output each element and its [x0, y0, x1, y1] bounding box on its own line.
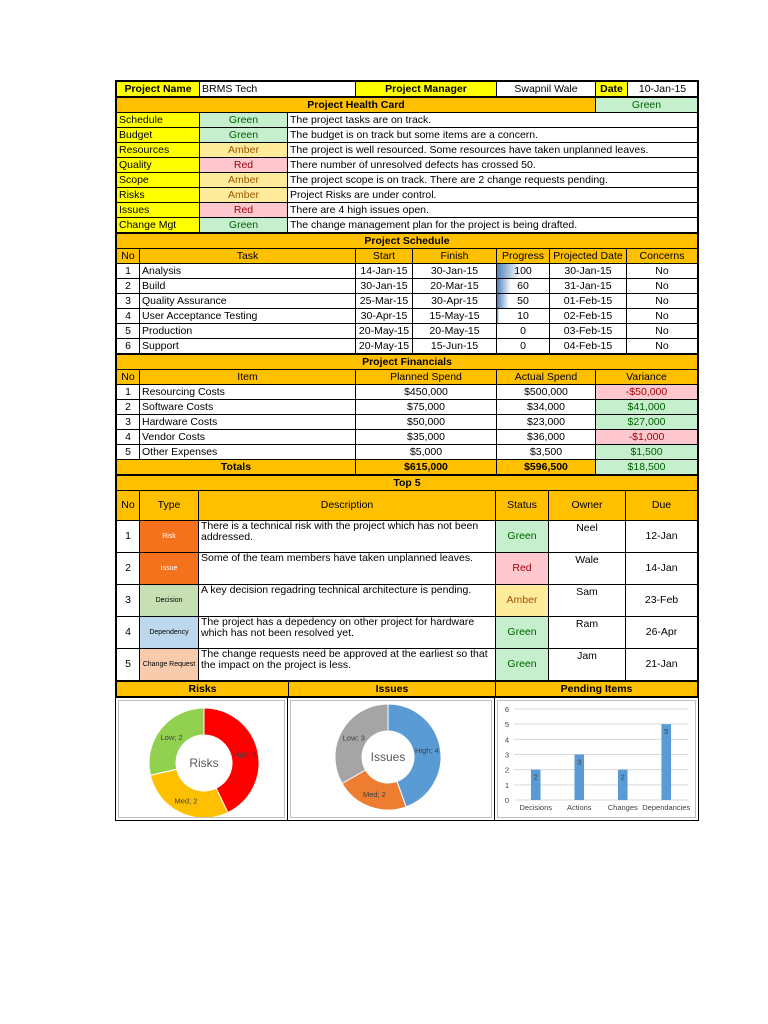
schedule-row [117, 279, 698, 294]
donut-center-title: Risks [189, 756, 219, 770]
column-header: No [117, 370, 140, 385]
health-status: Green [200, 128, 288, 143]
health-note: The project scope is on track. There are 2 change requests pending. [288, 173, 698, 188]
donut-center-title: Issues [370, 750, 406, 764]
top5-row [117, 521, 698, 553]
top5-no: 1 [117, 521, 140, 553]
task-projected-date: 03-Feb-15 [550, 324, 627, 339]
column-header: Type [140, 491, 199, 521]
column-header: No [117, 491, 140, 521]
top5-status: Red [496, 553, 549, 585]
top5-status: Green [496, 521, 549, 553]
task-start: 25-Mar-15 [356, 294, 413, 309]
risks-chart-header: Risks [117, 682, 289, 697]
task-projected-date: 01-Feb-15 [550, 294, 627, 309]
task-concerns: No [627, 294, 698, 309]
health-status: Amber [200, 173, 288, 188]
x-tick-label: Decisions [519, 803, 553, 812]
financial-item: Vendor Costs [140, 430, 356, 445]
task-start: 14-Jan-15 [356, 264, 413, 279]
health-row [117, 173, 698, 188]
schedule-row [117, 309, 698, 324]
task-concerns: No [627, 324, 698, 339]
health-row [117, 188, 698, 203]
task-no: 3 [117, 294, 140, 309]
column-header: Owner [549, 491, 626, 521]
top5-no: 3 [117, 585, 140, 617]
column-header: No [117, 249, 140, 264]
y-tick-label: 5 [504, 720, 509, 730]
column-header: Concerns [627, 249, 698, 264]
schedule-row [117, 324, 698, 339]
column-header: Due [626, 491, 698, 521]
planned-spend: $50,000 [356, 415, 497, 430]
slice-label: High; 4 [415, 746, 439, 756]
variance: $27,000 [596, 415, 698, 430]
financial-no: 5 [117, 445, 140, 460]
health-area: Schedule [117, 113, 200, 128]
y-tick-label: 6 [504, 705, 509, 714]
task-concerns: No [627, 309, 698, 324]
top5-description: The change requests need be approved at the earliest so that the impact on the project is less. [199, 649, 496, 681]
progress-value: 0 [520, 324, 526, 337]
task-no: 4 [117, 309, 140, 324]
column-header: Start [356, 249, 413, 264]
column-header: Finish [413, 249, 497, 264]
task-finish: 20-Mar-15 [413, 279, 497, 294]
project-header-table [116, 81, 698, 97]
health-note: The project tasks are on track. [288, 113, 698, 128]
bar-value-label: 2 [533, 772, 538, 782]
x-tick-label: Actions [566, 803, 592, 812]
task-start: 20-May-15 [356, 324, 413, 339]
health-overall-status: Green [596, 98, 698, 113]
health-note: There are 4 high issues open. [288, 203, 698, 218]
health-row [117, 143, 698, 158]
column-header: Progress [497, 249, 550, 264]
planned-spend: $450,000 [356, 385, 497, 400]
top5-table [116, 475, 698, 681]
health-status: Red [200, 158, 288, 173]
y-tick-label: 3 [504, 750, 509, 760]
task-progress [497, 324, 550, 339]
schedule-table [116, 233, 698, 354]
financial-row [117, 445, 698, 460]
financial-no: 1 [117, 385, 140, 400]
column-header: Description [199, 491, 496, 521]
y-tick-label: 0 [504, 796, 509, 805]
financial-row [117, 415, 698, 430]
actual-spend: $36,000 [497, 430, 596, 445]
variance: -$50,000 [596, 385, 698, 400]
actual-spend: $500,000 [497, 385, 596, 400]
health-status: Amber [200, 143, 288, 158]
risks-donut-chart [119, 701, 285, 817]
totals-actual: $596,500 [497, 460, 596, 475]
slice-label: Low; 3 [342, 733, 365, 743]
top5-due: 23-Feb [626, 585, 698, 617]
actual-spend: $34,000 [497, 400, 596, 415]
task-start: 30-Jan-15 [356, 279, 413, 294]
top5-no: 5 [117, 649, 140, 681]
top5-due: 14-Jan [626, 553, 698, 585]
column-header: Item [140, 370, 356, 385]
task-concerns: No [627, 279, 698, 294]
financial-no: 4 [117, 430, 140, 445]
health-note: Project Risks are under control. [288, 188, 698, 203]
task-name: User Acceptance Testing [140, 309, 356, 324]
financial-item: Other Expenses [140, 445, 356, 460]
task-start: 20-May-15 [356, 339, 413, 354]
bar-value-label: 3 [577, 757, 582, 767]
progress-value: 50 [517, 294, 529, 307]
progress-value: 60 [517, 279, 529, 292]
top5-owner: Ram [549, 617, 626, 649]
charts-row [116, 697, 698, 820]
financial-row [117, 430, 698, 445]
task-finish: 15-May-15 [413, 309, 497, 324]
task-name: Production [140, 324, 356, 339]
actual-spend: $23,000 [497, 415, 596, 430]
schedule-title: Project Schedule [117, 234, 698, 249]
donut-slice [335, 704, 388, 784]
top5-description: Some of the team members have taken unplanned leaves. [199, 553, 496, 585]
task-projected-date: 04-Feb-15 [550, 339, 627, 354]
column-header: Status [496, 491, 549, 521]
planned-spend: $75,000 [356, 400, 497, 415]
totals-variance: $18,500 [596, 460, 698, 475]
task-no: 5 [117, 324, 140, 339]
task-progress [497, 279, 550, 294]
task-name: Quality Assurance [140, 294, 356, 309]
task-finish: 30-Apr-15 [413, 294, 497, 309]
task-progress [497, 309, 550, 324]
top5-due: 26-Apr [626, 617, 698, 649]
health-row [117, 113, 698, 128]
task-finish: 30-Jan-15 [413, 264, 497, 279]
health-note: There number of unresolved defects has crossed 50. [288, 158, 698, 173]
health-area: Scope [117, 173, 200, 188]
top5-type: Issue [140, 553, 199, 585]
top5-description: There is a technical risk with the project which has not been addressed. [199, 521, 496, 553]
task-name: Build [140, 279, 356, 294]
variance: $1,500 [596, 445, 698, 460]
project-name-label: Project Name [117, 82, 200, 97]
financial-row [117, 385, 698, 400]
pending-chart-header: Pending Items [496, 682, 698, 697]
progress-value: 100 [514, 264, 532, 277]
actual-spend: $3,500 [497, 445, 596, 460]
schedule-row [117, 264, 698, 279]
planned-spend: $35,000 [356, 430, 497, 445]
task-no: 1 [117, 264, 140, 279]
health-area: Resources [117, 143, 200, 158]
health-area: Change Mgt [117, 218, 200, 233]
variance: $41,000 [596, 400, 698, 415]
task-progress [497, 264, 550, 279]
health-status: Green [200, 218, 288, 233]
top5-owner: Wale [549, 553, 626, 585]
top5-no: 4 [117, 617, 140, 649]
top5-description: The project has a depedency on other project for hardware which has not been resolved yet. [199, 617, 496, 649]
y-tick-label: 4 [504, 735, 509, 745]
financial-no: 3 [117, 415, 140, 430]
top5-due: 21-Jan [626, 649, 698, 681]
task-projected-date: 02-Feb-15 [550, 309, 627, 324]
top5-row [117, 553, 698, 585]
financial-item: Hardware Costs [140, 415, 356, 430]
health-card-title: Project Health Card [117, 98, 596, 113]
top5-no: 2 [117, 553, 140, 585]
health-row [117, 158, 698, 173]
task-start: 30-Apr-15 [356, 309, 413, 324]
column-header: Task [140, 249, 356, 264]
task-finish: 20-May-15 [413, 324, 497, 339]
task-no: 6 [117, 339, 140, 354]
x-tick-label: Dependancies [642, 803, 691, 812]
financials-table [116, 354, 698, 475]
top5-row [117, 585, 698, 617]
task-finish: 15-Jun-15 [413, 339, 497, 354]
y-tick-label: 2 [504, 765, 509, 775]
slice-label: Low; 2 [160, 733, 183, 743]
top5-row [117, 617, 698, 649]
variance: -$1,000 [596, 430, 698, 445]
issues-donut-chart [291, 701, 492, 817]
top5-status: Green [496, 649, 549, 681]
bar-value-label: 5 [664, 727, 669, 737]
task-projected-date: 31-Jan-15 [550, 279, 627, 294]
column-header: Actual Spend [497, 370, 596, 385]
health-row [117, 218, 698, 233]
health-area: Issues [117, 203, 200, 218]
progress-bar-fill [497, 309, 499, 323]
health-status: Green [200, 113, 288, 128]
task-concerns: No [627, 339, 698, 354]
health-note: The change management plan for the project is being drafted. [288, 218, 698, 233]
schedule-row [117, 294, 698, 309]
project-status-sheet [115, 80, 699, 821]
task-projected-date: 30-Jan-15 [550, 264, 627, 279]
health-area: Risks [117, 188, 200, 203]
x-tick-label: Changes [607, 803, 638, 812]
top5-description: A key decision regadring technical architecture is pending. [199, 585, 496, 617]
top5-status: Green [496, 617, 549, 649]
donut-slice [150, 769, 227, 817]
top5-due: 12-Jan [626, 521, 698, 553]
totals-planned: $615,000 [356, 460, 497, 475]
top5-title: Top 5 [117, 476, 698, 491]
financial-item: Resourcing Costs [140, 385, 356, 400]
task-progress [497, 294, 550, 309]
progress-bar-fill [497, 279, 511, 293]
progress-bar-fill [497, 294, 509, 308]
totals-label: Totals [117, 460, 356, 475]
project-name-value: BRMS Tech [200, 82, 356, 97]
project-manager-label: Project Manager [356, 82, 497, 97]
progress-value: 10 [517, 309, 529, 322]
top5-type: Change Request [140, 649, 199, 681]
health-note: The project is well resourced. Some resources have taken unplanned leaves. [288, 143, 698, 158]
top5-row [117, 649, 698, 681]
top5-status: Amber [496, 585, 549, 617]
task-name: Analysis [140, 264, 356, 279]
schedule-row [117, 339, 698, 354]
issues-chart-header: Issues [289, 682, 496, 697]
date-value: 10-Jan-15 [628, 82, 698, 97]
top5-type: Dependency [140, 617, 199, 649]
health-status: Amber [200, 188, 288, 203]
health-card-table [116, 97, 698, 233]
health-area: Budget [117, 128, 200, 143]
health-row [117, 203, 698, 218]
project-manager-value: Swapnil Wale [497, 82, 596, 97]
financial-item: Software Costs [140, 400, 356, 415]
top5-owner: Sam [549, 585, 626, 617]
task-name: Support [140, 339, 356, 354]
top5-owner: Neel [549, 521, 626, 553]
column-header: Planned Spend [356, 370, 497, 385]
health-area: Quality [117, 158, 200, 173]
slice-label: High; 3 [232, 749, 257, 759]
y-tick-label: 1 [504, 780, 509, 790]
slice-label: Med; 2 [174, 796, 198, 806]
health-status: Red [200, 203, 288, 218]
bar-value-label: 2 [620, 772, 625, 782]
progress-value: 0 [520, 339, 526, 352]
task-progress [497, 339, 550, 354]
issues-chart-panel [288, 698, 495, 820]
health-row [117, 128, 698, 143]
financials-title: Project Financials [117, 355, 698, 370]
date-label: Date [596, 82, 628, 97]
column-header: Variance [596, 370, 698, 385]
risks-chart-panel [116, 698, 288, 820]
financial-row [117, 400, 698, 415]
task-concerns: No [627, 264, 698, 279]
top5-type: Decision [140, 585, 199, 617]
planned-spend: $5,000 [356, 445, 497, 460]
top5-type: Risk [140, 521, 199, 553]
task-no: 2 [117, 279, 140, 294]
chart-headers-table [116, 681, 698, 697]
slice-label: Med; 2 [363, 790, 386, 800]
financial-no: 2 [117, 400, 140, 415]
pending-chart-panel [495, 698, 698, 820]
health-note: The budget is on track but some items are a concern. [288, 128, 698, 143]
top5-owner: Jam [549, 649, 626, 681]
pending-bar-chart [498, 701, 695, 817]
column-header: Projected Date [550, 249, 627, 264]
